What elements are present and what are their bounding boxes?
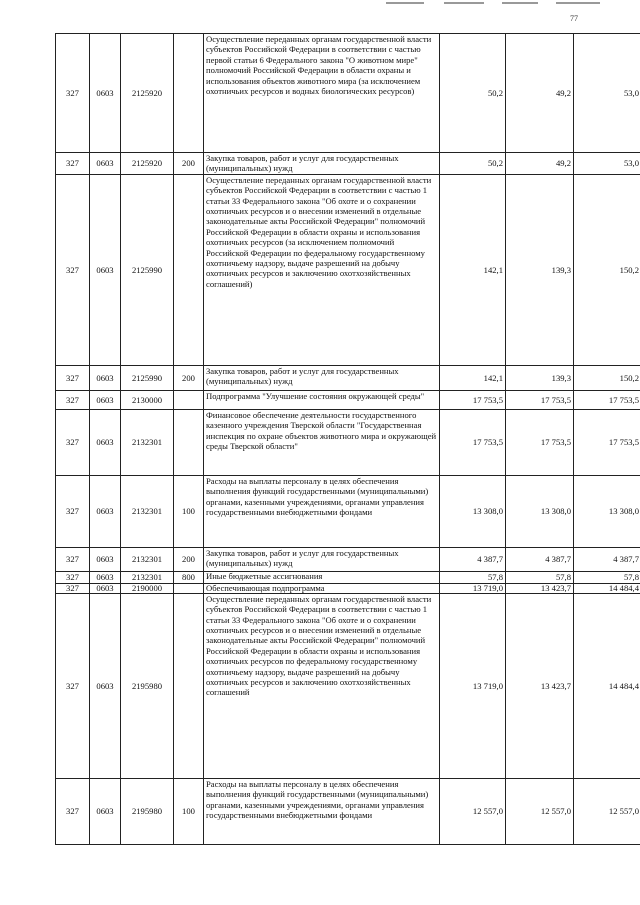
table-row	[56, 593, 640, 778]
amount-year3-cell: 4 387,7	[574, 547, 640, 571]
expense-type-cell: 200	[174, 547, 204, 571]
amount-year1-cell: 17 753,5	[440, 390, 506, 409]
table-row	[56, 547, 640, 571]
amount-year1-cell: 13 308,0	[440, 475, 506, 547]
amount-year1-cell: 57,8	[440, 571, 506, 583]
amount-year2-cell: 13 423,7	[506, 583, 574, 593]
target-article-cell: 2130000	[121, 390, 174, 409]
amount-year3-cell: 53,0	[574, 153, 640, 175]
department-code-cell: 327	[56, 583, 90, 593]
budget-table	[55, 33, 640, 845]
amount-year3-cell: 17 753,5	[574, 390, 640, 409]
amount-year2-cell: 139,3	[506, 365, 574, 390]
amount-year1-cell: 13 719,0	[440, 583, 506, 593]
department-code-cell: 327	[56, 475, 90, 547]
department-code-cell: 327	[56, 571, 90, 583]
section-code-cell: 0603	[90, 547, 121, 571]
amount-year2-cell: 49,2	[506, 153, 574, 175]
amount-year3-cell: 14 484,4	[574, 593, 640, 778]
department-code-cell: 327	[56, 365, 90, 390]
amount-year2-cell: 49,2	[506, 34, 574, 153]
section-code-cell: 0603	[90, 409, 121, 475]
amount-year1-cell: 4 387,7	[440, 547, 506, 571]
expense-type-cell	[174, 583, 204, 593]
amount-year3-cell: 150,2	[574, 174, 640, 365]
amount-year1-cell: 17 753,5	[440, 409, 506, 475]
target-article-cell: 2195980	[121, 593, 174, 778]
target-article-cell: 2125990	[121, 174, 174, 365]
section-code-cell: 0603	[90, 593, 121, 778]
target-article-cell: 2132301	[121, 475, 174, 547]
item-name-cell: Расходы на выплаты персоналу в целях обеспечения выполнения функций государственными (муниципальными) органами, казенными учреждениями, органами управления государственными внебюджетными фондами	[204, 778, 440, 844]
item-name-cell: Закупка товаров, работ и услуг для государственных (муниципальных) нужд	[204, 153, 440, 175]
target-article-cell: 2132301	[121, 547, 174, 571]
amount-year1-cell: 12 557,0	[440, 778, 506, 844]
item-name-cell: Осуществление переданных органам государственной власти субъектов Российской Федерации в соответствии с частью 1 статьи 33 Федерального закона "Об охоте и о сохранении охотничьих ресурсов и о внесении изменений в отдельные законодательные акты Российской Федерации" полномочий Российской Федерации в области охраны и использования охотничьих ресурсов по федеральному государственному охотничьему надзору, выдаче разрешений на добычу охотничьих ресурсов и заключению охотхозяйственных соглашений	[204, 593, 440, 778]
target-article-cell: 2190000	[121, 583, 174, 593]
amount-year3-cell: 13 308,0	[574, 475, 640, 547]
item-name-cell: Расходы на выплаты персоналу в целях обеспечения выполнения функций государственными (муниципальными) органами, казенными учреждениями, органами управления государственными внебюджетными фондами	[204, 475, 440, 547]
table-row	[56, 34, 640, 153]
scan-top-marks	[386, 2, 606, 5]
table-row	[56, 778, 640, 844]
table-row	[56, 583, 640, 593]
expense-type-cell: 100	[174, 475, 204, 547]
item-name-cell: Осуществление переданных органам государственной власти субъектов Российской Федерации в соответствии с частью 1 статьи 33 Федерального закона "Об охоте и о сохранении охотничьих ресурсов и о внесении изменений в отдельные законодательные акты Российской Федерации" полномочий Российской Федерации в области охраны и использования охотничьих ресурсов (за исключением полномочий Российской Федерации по федеральному государственному охотничьему надзору, выдаче разрешений на добычу охотничьих ресурсов и заключению охотхозяйственных соглашений)	[204, 174, 440, 365]
amount-year2-cell: 17 753,5	[506, 390, 574, 409]
department-code-cell: 327	[56, 409, 90, 475]
amount-year3-cell: 57,8	[574, 571, 640, 583]
section-code-cell: 0603	[90, 583, 121, 593]
department-code-cell: 327	[56, 547, 90, 571]
amount-year3-cell: 17 753,5	[574, 409, 640, 475]
table-row	[56, 365, 640, 390]
item-name-cell: Закупка товаров, работ и услуг для государственных (муниципальных) нужд	[204, 547, 440, 571]
expense-type-cell	[174, 174, 204, 365]
department-code-cell: 327	[56, 174, 90, 365]
amount-year2-cell: 17 753,5	[506, 409, 574, 475]
amount-year2-cell: 4 387,7	[506, 547, 574, 571]
table-row	[56, 153, 640, 175]
amount-year3-cell: 14 484,4	[574, 583, 640, 593]
section-code-cell: 0603	[90, 34, 121, 153]
item-name-cell: Осуществление переданных органам государственной власти субъектов Российской Федерации в соответствии с частью первой статьи 6 Федерального закона "О животном мире" полномочий Российской Федерации в области охраны и использования объектов животного мира (за исключением охотничьих ресурсов и водных биологических ресурсов)	[204, 34, 440, 153]
amount-year2-cell: 13 423,7	[506, 593, 574, 778]
table-row	[56, 475, 640, 547]
amount-year3-cell: 53,0	[574, 34, 640, 153]
expense-type-cell	[174, 390, 204, 409]
department-code-cell: 327	[56, 153, 90, 175]
department-code-cell: 327	[56, 390, 90, 409]
amount-year2-cell: 13 308,0	[506, 475, 574, 547]
amount-year1-cell: 50,2	[440, 34, 506, 153]
item-name-cell: Подпрограмма "Улучшение состояния окружающей среды"	[204, 390, 440, 409]
amount-year2-cell: 57,8	[506, 571, 574, 583]
table-row	[56, 409, 640, 475]
table-row	[56, 390, 640, 409]
section-code-cell: 0603	[90, 390, 121, 409]
table-row	[56, 571, 640, 583]
department-code-cell: 327	[56, 593, 90, 778]
department-code-cell: 327	[56, 34, 90, 153]
amount-year2-cell: 12 557,0	[506, 778, 574, 844]
item-name-cell: Закупка товаров, работ и услуг для государственных (муниципальных) нужд	[204, 365, 440, 390]
item-name-cell: Обеспечивающая подпрограмма	[204, 583, 440, 593]
item-name-cell: Иные бюджетные ассигнования	[204, 571, 440, 583]
amount-year1-cell: 13 719,0	[440, 593, 506, 778]
target-article-cell: 2195980	[121, 778, 174, 844]
expense-type-cell	[174, 34, 204, 153]
expense-type-cell	[174, 409, 204, 475]
expense-type-cell	[174, 593, 204, 778]
section-code-cell: 0603	[90, 174, 121, 365]
amount-year1-cell: 50,2	[440, 153, 506, 175]
target-article-cell: 2132301	[121, 409, 174, 475]
target-article-cell: 2132301	[121, 571, 174, 583]
section-code-cell: 0603	[90, 571, 121, 583]
page-number: 77	[570, 14, 578, 23]
expense-type-cell: 800	[174, 571, 204, 583]
target-article-cell: 2125990	[121, 365, 174, 390]
expense-type-cell: 200	[174, 153, 204, 175]
expense-type-cell: 200	[174, 365, 204, 390]
section-code-cell: 0603	[90, 365, 121, 390]
section-code-cell: 0603	[90, 153, 121, 175]
target-article-cell: 2125920	[121, 153, 174, 175]
amount-year1-cell: 142,1	[440, 365, 506, 390]
target-article-cell: 2125920	[121, 34, 174, 153]
item-name-cell: Финансовое обеспечение деятельности государственного казенного учреждения Тверской области "Государственная инспекция по охране объектов животного мира и окружающей среды Тверской области"	[204, 409, 440, 475]
section-code-cell: 0603	[90, 778, 121, 844]
department-code-cell: 327	[56, 778, 90, 844]
amount-year2-cell: 139,3	[506, 174, 574, 365]
amount-year1-cell: 142,1	[440, 174, 506, 365]
amount-year3-cell: 12 557,0	[574, 778, 640, 844]
expense-type-cell: 100	[174, 778, 204, 844]
table-row	[56, 174, 640, 365]
amount-year3-cell: 150,2	[574, 365, 640, 390]
section-code-cell: 0603	[90, 475, 121, 547]
